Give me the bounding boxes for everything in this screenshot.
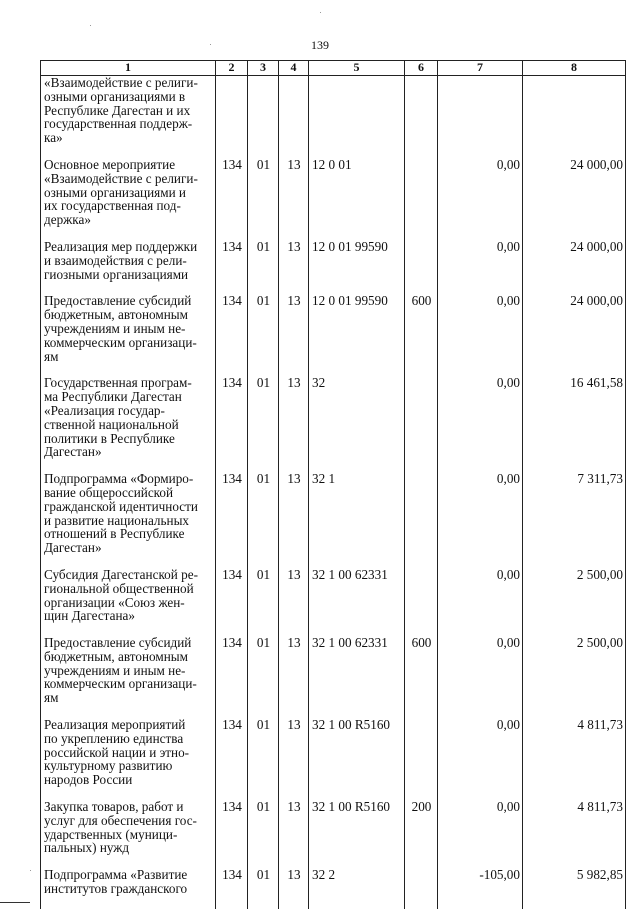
section-code: 01 (248, 376, 279, 472)
page-number: 139 (311, 38, 329, 52)
subsection-code: 13 (279, 376, 309, 472)
admin-code: 134 (216, 718, 248, 800)
admin-code: 134 (216, 158, 248, 240)
subsection-code: 13 (279, 718, 309, 800)
expense-type-code (405, 240, 438, 294)
target-article-code: 12 0 01 (309, 158, 405, 240)
expense-type-code (405, 472, 438, 568)
admin-code: 134 (216, 636, 248, 718)
column-header: 3 (248, 61, 279, 76)
subsection-code (279, 76, 309, 158)
table-row (41, 240, 626, 294)
section-code: 01 (248, 240, 279, 294)
scan-speck (30, 870, 31, 871)
item-name: Государственная програм- ма Республики Дагестан «Реализация государ- ственной национальной политики в Республике Дагестан» (41, 376, 216, 472)
expense-type-code (405, 376, 438, 472)
total-amount (523, 76, 626, 158)
column-header: 4 (279, 61, 309, 76)
change-amount: 0,00 (438, 800, 523, 868)
section-code: 01 (248, 718, 279, 800)
admin-code: 134 (216, 472, 248, 568)
change-amount: 0,00 (438, 294, 523, 376)
table-header-row (41, 61, 626, 76)
column-header: 1 (41, 61, 216, 76)
expense-type-code: 600 (405, 294, 438, 376)
column-header: 5 (309, 61, 405, 76)
subsection-code: 13 (279, 240, 309, 294)
total-amount: 7 311,73 (523, 472, 626, 568)
column-header: 8 (523, 61, 626, 76)
column-header: 6 (405, 61, 438, 76)
item-name: Подпрограмма «Развитие институтов гражданского (41, 868, 216, 909)
admin-code: 134 (216, 376, 248, 472)
column-header: 2 (216, 61, 248, 76)
footer-line (0, 902, 30, 903)
total-amount: 2 500,00 (523, 568, 626, 636)
change-amount: 0,00 (438, 636, 523, 718)
section-code: 01 (248, 294, 279, 376)
expense-type-code (405, 868, 438, 909)
change-amount (438, 76, 523, 158)
admin-code: 134 (216, 568, 248, 636)
change-amount: -105,00 (438, 868, 523, 909)
target-article-code: 32 1 00 62331 (309, 568, 405, 636)
section-code: 01 (248, 636, 279, 718)
table-row (41, 800, 626, 868)
admin-code (216, 76, 248, 158)
expense-type-code: 600 (405, 636, 438, 718)
subsection-code: 13 (279, 294, 309, 376)
total-amount: 5 982,85 (523, 868, 626, 909)
table-row (41, 718, 626, 800)
scan-speck (210, 44, 211, 45)
subsection-code: 13 (279, 636, 309, 718)
admin-code: 134 (216, 868, 248, 909)
column-header: 7 (438, 61, 523, 76)
table-row (41, 294, 626, 376)
total-amount: 2 500,00 (523, 636, 626, 718)
section-code: 01 (248, 868, 279, 909)
total-amount: 16 461,58 (523, 376, 626, 472)
scan-speck (320, 12, 321, 13)
total-amount: 24 000,00 (523, 240, 626, 294)
target-article-code: 32 (309, 376, 405, 472)
change-amount: 0,00 (438, 376, 523, 472)
target-article-code: 32 1 00 62331 (309, 636, 405, 718)
admin-code: 134 (216, 800, 248, 868)
table-row (41, 472, 626, 568)
item-name: Субсидия Дагестанской ре- гиональной общественной организации «Союз жен- щин Дагестана» (41, 568, 216, 636)
item-name: Закупка товаров, работ и услуг для обеспечения гос- ударственных (муници- пальных) нужд (41, 800, 216, 868)
item-name: Реализация мероприятий по укреплению единства российской нации и этно- культурному развитию народов России (41, 718, 216, 800)
target-article-code: 32 2 (309, 868, 405, 909)
section-code: 01 (248, 800, 279, 868)
change-amount: 0,00 (438, 568, 523, 636)
target-article-code (309, 76, 405, 158)
total-amount: 24 000,00 (523, 294, 626, 376)
target-article-code: 32 1 (309, 472, 405, 568)
subsection-code: 13 (279, 800, 309, 868)
change-amount: 0,00 (438, 158, 523, 240)
total-amount: 4 811,73 (523, 800, 626, 868)
subsection-code: 13 (279, 472, 309, 568)
expense-type-code (405, 158, 438, 240)
expense-type-code (405, 568, 438, 636)
subsection-code: 13 (279, 868, 309, 909)
total-amount: 24 000,00 (523, 158, 626, 240)
item-name: «Взаимодействие с религи- озными организациями в Республике Дагестан и их государственная поддерж- ка» (41, 76, 216, 158)
target-article-code: 32 1 00 R5160 (309, 800, 405, 868)
table-row (41, 636, 626, 718)
expense-type-code (405, 76, 438, 158)
table-row (41, 568, 626, 636)
item-name: Предоставление субсидий бюджетным, автономным учреждениям и иным не- коммерческим организаци- ям (41, 636, 216, 718)
section-code: 01 (248, 568, 279, 636)
target-article-code: 12 0 01 99590 (309, 240, 405, 294)
item-name: Реализация мер поддержки и взаимодействия с рели- гиозными организациями (41, 240, 216, 294)
scan-speck (90, 25, 91, 26)
change-amount: 0,00 (438, 240, 523, 294)
target-article-code: 32 1 00 R5160 (309, 718, 405, 800)
item-name: Основное мероприятие «Взаимодействие с религи- озными организациями и их государственная под- держка» (41, 158, 216, 240)
table-row (41, 376, 626, 472)
section-code: 01 (248, 158, 279, 240)
expense-type-code (405, 718, 438, 800)
item-name: Подпрограмма «Формиро- вание общероссийской гражданской идентичности и развитие национальных отношений в Республике Дагестан» (41, 472, 216, 568)
expense-type-code: 200 (405, 800, 438, 868)
admin-code: 134 (216, 240, 248, 294)
subsection-code: 13 (279, 158, 309, 240)
section-code: 01 (248, 472, 279, 568)
budget-table (40, 60, 626, 909)
section-code (248, 76, 279, 158)
total-amount: 4 811,73 (523, 718, 626, 800)
table-row (41, 158, 626, 240)
target-article-code: 12 0 01 99590 (309, 294, 405, 376)
table-row (41, 76, 626, 158)
table-row (41, 868, 626, 909)
item-name: Предоставление субсидий бюджетным, автономным учреждениям и иным не- коммерческим организаци- ям (41, 294, 216, 376)
subsection-code: 13 (279, 568, 309, 636)
admin-code: 134 (216, 294, 248, 376)
change-amount: 0,00 (438, 718, 523, 800)
change-amount: 0,00 (438, 472, 523, 568)
